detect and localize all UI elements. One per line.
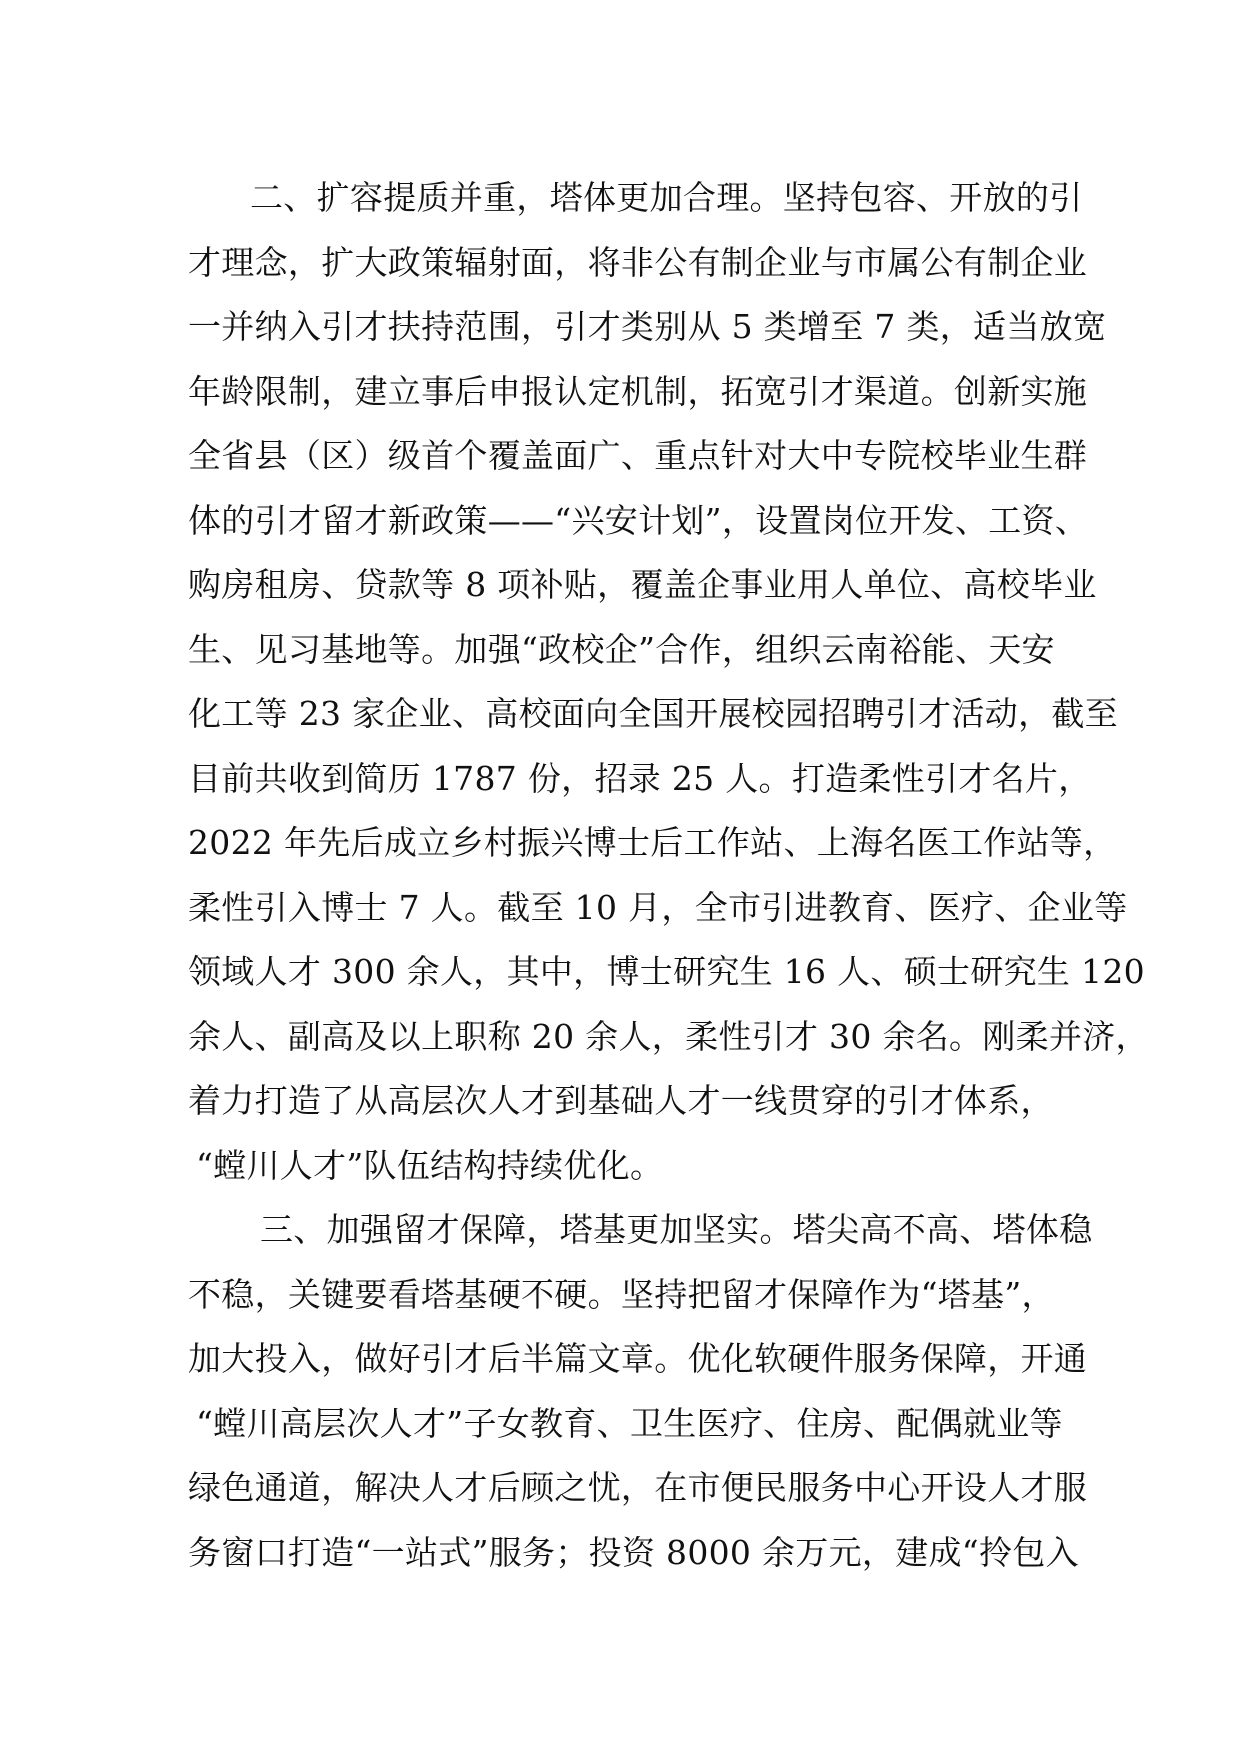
paragraph-2-line: 二、扩容提质并重，塔体更加合理。坚持包容、开放的引 — [250, 178, 1083, 217]
paragraph-3-line: 绿色通道，解决人才后顾之忧，在市便民服务中心开设人才服 — [188, 1468, 1088, 1507]
paragraph-2-line: 年龄限制，建立事后申报认定机制，拓宽引才渠道。创新实施 — [188, 371, 1088, 411]
paragraph-2-line: 领域人才 300 余人，其中，博士研究生 16 人、硕士研究生 120 — [188, 952, 1145, 991]
paragraph-2-line: 目前共收到简历 1787 份，招录 25 人。打造柔性引才名片， — [188, 758, 1092, 798]
paragraph-2-line: 生、见习基地等。加强“政校企”合作，组织云南裕能、天安 — [188, 629, 1055, 669]
paragraph-2-line: “螳川人才”队伍结构持续优化。 — [196, 1145, 664, 1185]
paragraph-2-line: 购房租房、贷款等 8 项补贴，覆盖企事业用人单位、高校毕业 — [188, 565, 1097, 604]
paragraph-3-line: 务窗口打造“一站式”服务；投资 8000 余万元，建成“拎包入 — [188, 1532, 1079, 1572]
body-text — [188, 166, 1149, 1585]
paragraph-3-line: 加大投入，做好引才后半篇文章。优化软硬件服务保障，开通 — [188, 1339, 1088, 1378]
paragraph-2-line: 一并纳入引才扶持范围，引才类别从 5 类增至 7 类，适当放宽 — [188, 307, 1107, 346]
paragraph-2-line: 余人、副高及以上职称 20 余人，柔性引才 30 余名。刚柔并济， — [188, 1016, 1149, 1056]
paragraph-2-line: 化工等 23 家企业、高校面向全国开展校园招聘引才活动，截至 — [188, 694, 1118, 733]
paragraph-3-line: 三、加强留才保障，塔基更加坚实。塔尖高不高、塔体稳 — [260, 1210, 1093, 1249]
paragraph-2-line: 着力打造了从高层次人才到基础人才一线贯穿的引才体系， — [188, 1081, 1054, 1120]
paragraph-2-line: 体的引才留才新政策——“兴安计划”，设置岗位开发、工资、 — [188, 500, 1089, 540]
paragraph-2-line: 2022 年先后成立乡村振兴博士后工作站、上海名医工作站等， — [188, 823, 1117, 862]
paragraph-3-line: “螳川高层次人才”子女教育、卫生医疗、住房、配偶就业等 — [196, 1403, 1063, 1443]
paragraph-2-line: 全省县（区）级首个覆盖面广、重点针对大中专院校毕业生群 — [188, 436, 1088, 475]
paragraph-3-line: 不稳，关键要看塔基硬不硬。坚持把留才保障作为“塔基”， — [188, 1274, 1055, 1314]
paragraph-2-line: 柔性引入博士 7 人。截至 10 月，全市引进教育、医疗、企业等 — [188, 887, 1128, 927]
paragraph-2-line: 才理念，扩大政策辐射面，将非公有制企业与市属公有制企业 — [188, 242, 1088, 282]
